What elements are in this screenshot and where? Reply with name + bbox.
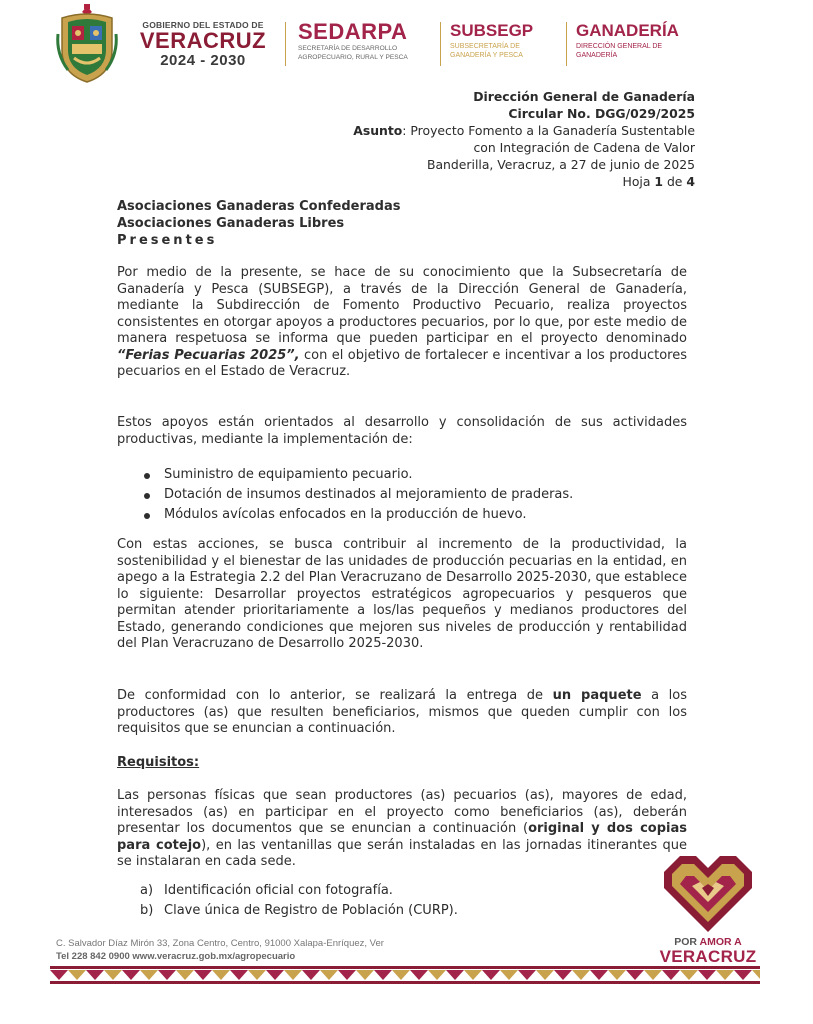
band-triangle <box>428 970 446 980</box>
band-triangle <box>662 970 680 980</box>
page-indicator <box>353 173 695 190</box>
band-triangle <box>734 970 752 980</box>
addressee-greeting: Presentes <box>117 233 218 248</box>
list-item <box>140 901 458 921</box>
header-divider <box>285 22 286 66</box>
band-triangle <box>266 970 284 980</box>
band-triangle <box>680 970 698 980</box>
band-triangle <box>482 970 500 980</box>
band-triangle <box>356 970 374 980</box>
place-date: Banderilla, Veracruz, a 27 de junio de 2025 <box>426 157 695 172</box>
slogan-state: VERACRUZ <box>659 947 757 966</box>
project-name: “Ferias Pecuarias 2025”, <box>117 347 300 363</box>
paragraph-requirements <box>117 788 687 871</box>
band-triangle <box>50 970 68 980</box>
list-item: Dotación de insumos destinados al mejoramiento de praderas. <box>140 485 573 505</box>
band-triangle <box>554 970 572 980</box>
band-triangle <box>716 970 734 980</box>
addressee-line: Asociaciones Ganaderas Libres <box>117 216 345 231</box>
band-triangle <box>338 970 356 980</box>
office-name: Dirección General de Ganadería <box>473 89 695 104</box>
band-triangle <box>698 970 716 980</box>
footer-address-block <box>56 937 384 963</box>
slogan-amor: AMOR A <box>699 936 742 948</box>
band-triangle <box>140 970 158 980</box>
subsegp-logo <box>450 20 533 60</box>
page-total: 4 <box>686 174 695 189</box>
requirements-heading: Requisitos: <box>117 755 200 770</box>
list-item: Suministro de equipamiento pecuario. <box>140 465 573 485</box>
list-marker: b) <box>140 903 154 918</box>
gobierno-label: GOBIERNO DEL ESTADO DE <box>142 20 264 30</box>
ganaderia-sub2: GANADERÍA <box>576 52 618 59</box>
band-triangle <box>320 970 338 980</box>
band-triangle <box>86 970 104 980</box>
page-prefix: Hoja <box>622 174 655 189</box>
footer-address: C. Salvador Díaz Mirón 33, Zona Centro, Centro, 91000 Xalapa-Enríquez, Ver <box>56 938 384 949</box>
list-text: Identificación oficial con fotografía. <box>164 883 393 898</box>
ganaderia-name: GANADERÍA <box>576 21 679 40</box>
delivery-text: De conformidad con lo anterior, se realizará la entrega de <box>117 688 553 703</box>
subject-text: : Proyecto Fomento a la Ganadería Sustentable <box>402 123 695 138</box>
paragraph-delivery <box>117 688 687 738</box>
copies-emphasis: original y dos copias para cotejo <box>117 821 687 853</box>
band-triangle <box>392 970 410 980</box>
band-triangle <box>302 970 320 980</box>
band-triangle <box>68 970 86 980</box>
page-current: 1 <box>654 174 663 189</box>
requirements-text-cont: ), en las ventanillas que serán instaladas en las jornadas itinerantes que se instalaran en cada sede. <box>117 837 688 869</box>
sedarpa-name: SEDARPA <box>298 19 408 44</box>
band-triangle <box>176 970 194 980</box>
circular-number: Circular No. DGG/029/2025 <box>508 106 695 121</box>
band-triangle <box>500 970 518 980</box>
page-mid: de <box>663 174 687 189</box>
band-triangle <box>626 970 644 980</box>
requirements-text: Las personas físicas que sean productores (as) pecuarios (as), mayores de edad, interesados (as) en participar en el proyecto como beneficiarios (as), deberán presentar los documentos que se enuncian a continuación ( <box>117 788 687 836</box>
band-triangle <box>536 970 554 980</box>
band-triangle <box>194 970 212 980</box>
ganaderia-sub1: DIRECCIÓN GENERAL DE <box>576 43 663 50</box>
delivery-text-cont: a los productores (as) que resulten beneficiarios, mismos que queden cumplir con los requisitos que se enuncian a continuación. <box>117 688 687 736</box>
ganaderia-logo <box>576 20 679 60</box>
list-text: Clave única de Registro de Población (CURP). <box>164 903 458 918</box>
slogan-logo <box>654 936 762 966</box>
band-triangle <box>590 970 608 980</box>
paragraph-support: Estos apoyos están orientados al desarrollo y consolidación de sus actividades productivas, mediante la implementación de: <box>117 415 687 447</box>
band-triangle <box>104 970 122 980</box>
sedarpa-logo <box>298 20 408 62</box>
band-triangle <box>464 970 482 980</box>
paragraph-strategy: Con estas acciones, se busca contribuir al incremento de la productividad, la sostenibilidad y el bienestar de las unidades de producción pecuarias en la entidad, en apego a la Estrategia 2.2 del Plan Veracruzano de Desarrollo 2025-2030, que establece lo siguiente: Desarrollar proyectos estratégicos agropecuarios y pesqueros que permitan atender prioritariamente a los/las pequeños y medianos productores del Estado, generando condiciones que mejoren sus niveles de producción y rentabilidad del Plan Veracruzano de Desarrollo 2025-2030. <box>117 537 687 651</box>
requirements-list <box>140 881 458 921</box>
intro-text: Por medio de la presente, se hace de su conocimiento que la Subsecretaría de Ganadería y Pesca (SUBSEGP), a través de la Dirección General de Ganadería, mediante la Subdirección de Fomento Productivo Pecuario, realiza proyectos consistentes en otorgar apoyos a productores pecuarios, por lo que, por este medio de manera respetuosa se informa que pueden participar en el proyecto denominado <box>117 265 687 346</box>
band-triangle <box>122 970 140 980</box>
sedarpa-sub2: AGROPECUARIO, RURAL Y PESCA <box>298 54 408 61</box>
decorative-band <box>50 966 760 984</box>
header-divider <box>440 22 441 66</box>
veracruz-label: VERACRUZ <box>139 28 267 53</box>
slogan-por: POR <box>674 936 698 948</box>
addressee-block <box>117 198 687 249</box>
band-triangle <box>284 970 302 980</box>
paragraph-intro <box>117 265 687 381</box>
subject-text-cont: con Integración de Cadena de Valor <box>473 140 695 155</box>
band-triangle <box>212 970 230 980</box>
band-triangle <box>410 970 428 980</box>
addressee-line: Asociaciones Ganaderas Confederadas <box>117 199 401 214</box>
term-label: 2024 - 2030 <box>160 52 246 69</box>
subsegp-sub1: SUBSECRETARÍA DE <box>450 43 520 50</box>
header-divider <box>566 22 567 66</box>
support-list <box>140 465 573 525</box>
footer-contact: Tel 228 842 0900 www.veracruz.gob.mx/agropecuario <box>56 951 296 962</box>
band-triangle <box>608 970 626 980</box>
band-triangle <box>644 970 662 980</box>
list-item <box>140 881 458 901</box>
band-triangle <box>446 970 464 980</box>
band-triangle <box>158 970 176 980</box>
band-triangle <box>374 970 392 980</box>
list-item: Módulos avícolas enfocados en la producción de huevo. <box>140 505 573 525</box>
band-triangle <box>572 970 590 980</box>
band-triangle <box>230 970 248 980</box>
list-marker: a) <box>140 883 154 898</box>
band-triangle <box>248 970 266 980</box>
subsegp-sub2: GANADERÍA Y PESCA <box>450 52 523 59</box>
veracruz-coat-of-arms-icon <box>54 4 120 84</box>
intro-text-cont: con el objetivo de fortalecer e incentivar a los productores pecuarios en el Estado de Veracruz. <box>117 347 687 379</box>
subject-line <box>353 122 695 139</box>
band-triangle <box>518 970 536 980</box>
letterhead <box>0 0 813 88</box>
subject-label: Asunto <box>353 123 403 138</box>
package-emphasis: un paquete <box>552 688 642 703</box>
sedarpa-sub1: SECRETARÍA DE DESARROLLO <box>298 45 398 52</box>
band-triangle <box>752 970 760 980</box>
heart-logo-icon <box>660 852 756 934</box>
reference-block <box>353 88 695 190</box>
subsegp-name: SUBSEGP <box>450 21 534 40</box>
state-government-logo <box>138 20 268 69</box>
